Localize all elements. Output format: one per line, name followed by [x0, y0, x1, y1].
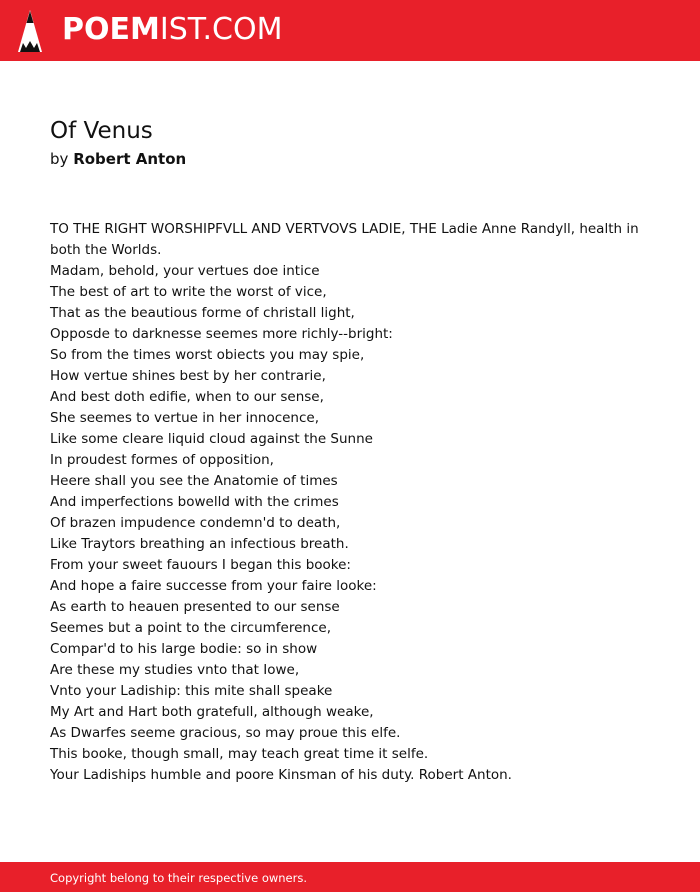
poem-line: Compar'd to his large bodie: so in show [50, 641, 318, 657]
poem-line: As earth to heauen presented to our sense [50, 599, 340, 615]
poem-line: Like Traytors breathing an infectious breath. [50, 536, 349, 552]
site-header [0, 0, 700, 61]
poem-line: So from the times worst obiects you may spie, [50, 347, 365, 363]
poem-line: Opposde to darknesse seemes more richly--bright: [50, 326, 393, 342]
poem-line: Vnto your Ladiship: this mite shall speake [50, 683, 333, 699]
poem-line: Your Ladiships humble and poore Kinsman of his duty. Robert Anton. [50, 767, 512, 783]
poem-line: In proudest formes of opposition, [50, 452, 274, 468]
poem-line: The best of art to write the worst of vice, [50, 284, 327, 300]
poem-line: As Dwarfes seeme gracious, so may proue this elfe. [50, 725, 401, 741]
poem-line: TO THE RIGHT WORSHIPFVLL AND VERTVOVS LADIE, THE Ladie Anne Randyll, health in both the Worlds. [50, 221, 639, 258]
poem-body [50, 219, 650, 786]
poem-author: Robert Anton [73, 150, 187, 168]
by-label: by [50, 150, 69, 168]
poem-line: And best doth edifie, when to our sense, [50, 389, 324, 405]
poem-line: She seemes to vertue in her innocence, [50, 410, 320, 426]
poem-line: Madam, behold, your vertues doe intice [50, 263, 320, 279]
pencil-tip-icon [18, 10, 42, 52]
poem-line: Are these my studies vnto that Iowe, [50, 662, 300, 678]
poem-line: How vertue shines best by her contrarie, [50, 368, 326, 384]
poem-line: Seemes but a point to the circumference, [50, 620, 331, 636]
poem-line: Like some cleare liquid cloud against the Sunne [50, 431, 373, 447]
poem-line: From your sweet fauours I began this booke: [50, 557, 351, 573]
poem-line: Of brazen impudence condemn'd to death, [50, 515, 341, 531]
poem-byline [50, 149, 186, 169]
copyright-notice: Copyright belong to their respective owners. [50, 871, 308, 885]
logo-text-light: IST.COM [159, 12, 283, 47]
poem-title: Of Venus [50, 118, 153, 144]
site-logo[interactable] [62, 11, 282, 49]
poem-line: And hope a faire successe from your faire looke: [50, 578, 377, 594]
poem-line: And imperfections bowelld with the crimes [50, 494, 339, 510]
poem-line: Heere shall you see the Anatomie of times [50, 473, 338, 489]
poem-line: This booke, though small, may teach great time it selfe. [50, 746, 429, 762]
poem-line: That as the beautious forme of christall light, [50, 305, 355, 321]
poem-line: My Art and Hart both gratefull, although weake, [50, 704, 374, 720]
site-footer [0, 862, 700, 892]
logo-text-bold: POEM [62, 12, 160, 47]
